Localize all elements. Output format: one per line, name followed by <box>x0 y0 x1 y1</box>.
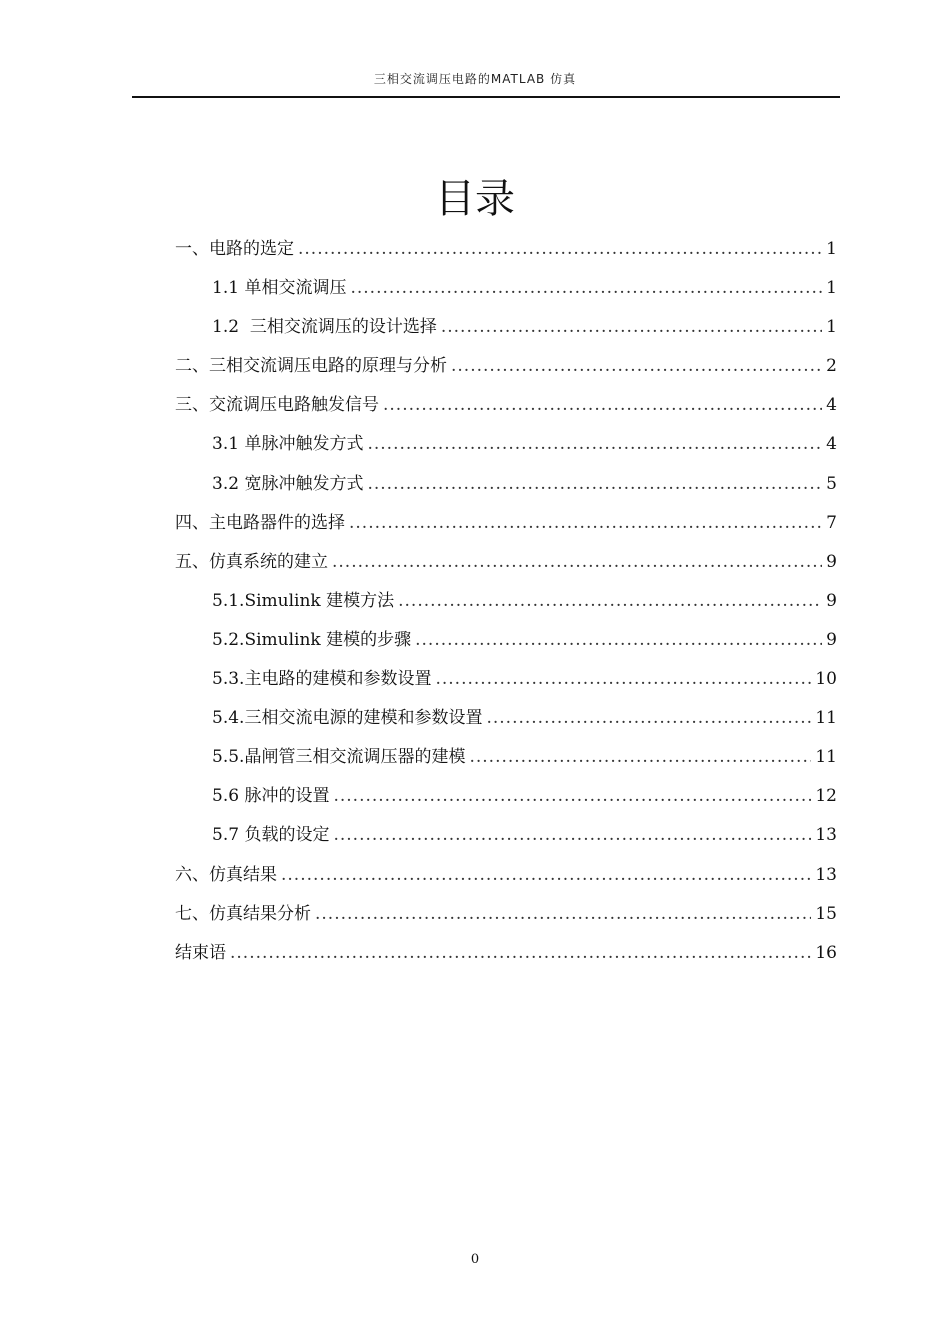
toc-entry-page: 16 <box>815 942 837 963</box>
toc-entry[interactable] <box>175 386 837 425</box>
toc-entry-label: 三、交流调压电路触发信号 <box>175 395 379 416</box>
toc-entry-page: 2 <box>826 356 837 377</box>
dot-leader <box>349 504 822 543</box>
toc-entry[interactable] <box>175 347 837 386</box>
toc-entry[interactable] <box>175 660 837 699</box>
toc-entry[interactable] <box>175 816 837 855</box>
toc-entry-label: 六、仿真结果 <box>175 864 277 885</box>
dot-leader <box>332 543 822 582</box>
toc-entry[interactable] <box>175 621 837 660</box>
toc-entry[interactable] <box>175 777 837 816</box>
toc-entry[interactable] <box>175 465 837 504</box>
toc-entry[interactable] <box>175 308 837 347</box>
dot-leader <box>350 269 822 308</box>
toc-entry-page: 4 <box>826 395 837 416</box>
toc-entry-label: 结束语 <box>175 942 226 963</box>
toc-entry-page: 9 <box>826 590 837 611</box>
dot-leader <box>281 856 811 895</box>
toc-entry-page: 9 <box>826 629 837 650</box>
toc-entry[interactable] <box>175 934 837 973</box>
dot-leader <box>383 386 822 425</box>
toc-entry[interactable] <box>175 504 837 543</box>
toc-entry[interactable] <box>175 425 837 464</box>
dot-leader <box>367 465 822 504</box>
header-divider <box>132 96 840 98</box>
toc-entry-page: 7 <box>826 512 837 533</box>
dot-leader <box>441 308 822 347</box>
dot-leader <box>315 895 811 934</box>
toc-entry[interactable] <box>175 543 837 582</box>
toc-entry-label: 3.1 单脉冲触发方式 <box>212 434 364 455</box>
dot-leader <box>486 699 811 738</box>
dot-leader <box>298 230 822 269</box>
toc-entry[interactable] <box>175 582 837 621</box>
toc-entry[interactable] <box>175 230 837 269</box>
toc-entry[interactable] <box>175 269 837 308</box>
toc-entry-label: 五、仿真系统的建立 <box>175 551 328 572</box>
page-number: 0 <box>470 1252 480 1267</box>
toc-entry-label: 5.7 负载的设定 <box>212 825 330 846</box>
toc-entry[interactable] <box>175 895 837 934</box>
toc-entry-label: 四、主电路器件的选择 <box>175 512 345 533</box>
toc-entry-page: 1 <box>826 239 837 259</box>
toc-entry-label: 1.2 三相交流调压的设计选择 <box>212 317 437 338</box>
table-of-contents <box>175 230 837 973</box>
toc-entry[interactable] <box>175 699 837 738</box>
dot-leader <box>469 738 811 777</box>
dot-leader <box>333 816 811 855</box>
dot-leader <box>333 777 811 816</box>
toc-entry-label: 5.2.Simulink 建模的步骤 <box>212 629 412 650</box>
toc-entry-page: 10 <box>815 669 837 690</box>
toc-entry-page: 4 <box>826 434 837 455</box>
toc-entry[interactable] <box>175 738 837 777</box>
toc-entry-page: 15 <box>815 903 837 924</box>
toc-entry-label: 二、三相交流调压电路的原理与分析 <box>175 356 447 377</box>
dot-leader <box>451 347 822 386</box>
toc-entry-page: 13 <box>815 864 837 885</box>
toc-entry-page: 5 <box>826 473 837 494</box>
toc-entry-page: 12 <box>815 786 837 807</box>
dot-leader <box>367 425 822 464</box>
toc-entry-page: 1 <box>826 317 837 338</box>
dot-leader <box>415 621 822 660</box>
toc-entry-page: 13 <box>815 825 837 846</box>
dot-leader <box>230 934 811 973</box>
toc-entry-label: 七、仿真结果分析 <box>175 903 311 924</box>
toc-entry-page: 9 <box>826 551 837 572</box>
toc-entry-page: 11 <box>815 747 837 768</box>
toc-title: 目录 <box>435 175 515 222</box>
toc-entry-label: 5.1.Simulink 建模方法 <box>212 590 395 611</box>
toc-entry-label: 1.1 单相交流调压 <box>212 278 347 299</box>
toc-entry-label: 5.4.三相交流电源的建模和参数设置 <box>212 708 483 729</box>
toc-entry-label: 5.6 脉冲的设置 <box>212 786 330 807</box>
running-header: 三相交流调压电路的MATLAB 仿真 <box>373 72 577 86</box>
toc-entry-label: 5.5.晶闸管三相交流调压器的建模 <box>212 747 466 768</box>
toc-entry[interactable] <box>175 856 837 895</box>
dot-leader <box>398 582 822 621</box>
toc-entry-label: 一、电路的选定 <box>175 239 294 259</box>
toc-entry-label: 3.2 宽脉冲触发方式 <box>212 473 364 494</box>
toc-entry-page: 11 <box>815 708 837 729</box>
toc-entry-label: 5.3.主电路的建模和参数设置 <box>212 669 432 690</box>
toc-entry-page: 1 <box>826 278 837 299</box>
dot-leader <box>435 660 811 699</box>
